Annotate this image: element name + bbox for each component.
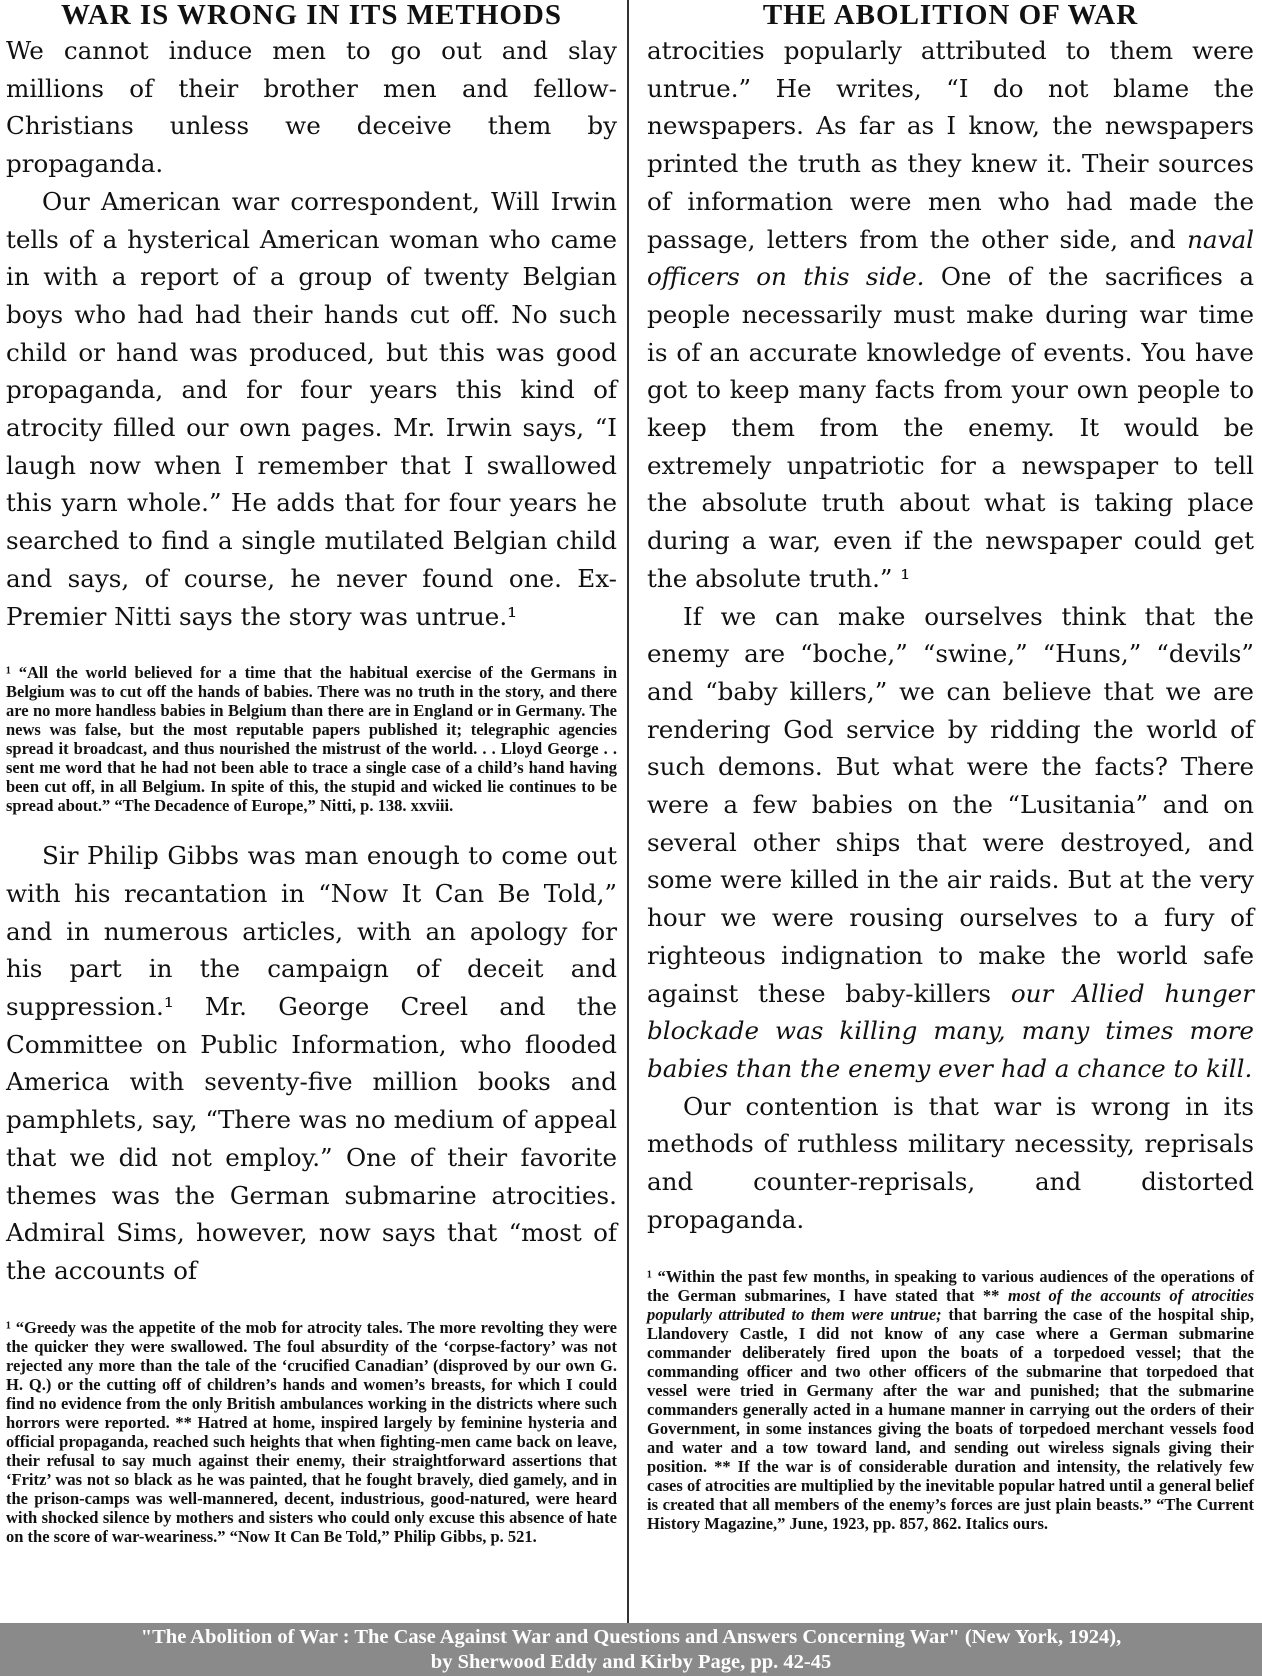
caption-line-2: by Sherwood Eddy and Kirby Page, pp. 42-45 [430, 1651, 832, 1673]
right-paragraph-2-italic: our Allied hunger blockade was killing many, many times more babies than the enemy ever had a chance to kill. [647, 978, 1254, 1083]
right-paragraph-3: Our contention is that war is wrong in its methods of ruthless military necessity, reprisals and counter-reprisals, and distorted propaganda. [647, 1091, 1254, 1234]
right-paragraph-1-part-b: One of the sacrifices a people necessarily must make during war time is of an accurate knowledge of events. You have got to keep many facts from your own people to keep them from the enemy. It would be extremely unpatriotic for a newspaper to tell the absolute truth about what is taking place during a war, even if the newspaper could get the absolute truth.” ¹ [647, 262, 1254, 593]
right-footnote-italic: most of the accounts of atrocities popularly attributed to them were untrue; [647, 1285, 1254, 1324]
right-paragraph-1 [647, 32, 1254, 598]
right-paragraph-1-part-a: atrocities popularly attributed to them were untrue.” He writes, “I do not blame the newspapers. As far as I know, the newspapers printed the truth as they knew it. Their sources of information were men who had made the passage, letters from the other side, and [647, 36, 1254, 254]
left-paragraph-1: We cannot induce men to go out and slay millions of their brother men and fellow-Christians unless we deceive them by propaganda. [6, 36, 617, 179]
right-page-header: THE ABOLITION OF WAR [762, 0, 1139, 31]
right-footnote [647, 1267, 1254, 1533]
right-paragraph-2 [647, 598, 1254, 1088]
right-footnote-part-a: ¹ “Within the past few months, in speaking to various audiences of the operations of the German submarines, I have stated that ** [647, 1266, 1254, 1305]
left-footnote-2: ¹ “Greedy was the appetite of the mob for atrocity tales. The more revolting they were the quicker they were swallowed. The foul absurdity of the ‘corpse-factory’ was not rejected any more than the tale of the ‘crucified Canadian’ (disproved by our own G. H. Q.) or the cutting off of children’s hands and women’s breasts, for which I could find no evidence from the only British ambulances working in the districts where such horrors were reported. ** Hatred at home, inspired largely by feminine hysteria and official propaganda, reached such heights that when fighting-men came back on leave, their refusal to say much against their enemy, their straightforward assertions that ‘Fritz’ was not so black as he was painted, that he fought bravely, died gamely, and in the prison-camps was well-mannered, decent, industrious, good-natured, were heard with shocked silence by mothers and sisters who could only excuse this absence of hate on the score of war-weariness.” “Now It Can Be Told,” Philip Gibbs, p. 521. [6, 1317, 617, 1546]
right-column [631, 0, 1262, 1623]
right-footnote-part-b: that barring the case of the hospital ship, Llandovery Castle, I did not know of any case where a German submarine commander deliberately fired upon the boats of a torpedoed vessel; that the commanding officer and two other officers of the submarine that torpedoed that vessel were tried in Germany after the war and punished; that the submarine commanders generally acted in a humane manner in carrying out the orders of their Government, in some instances giving the boats of torpedoed merchant vessels food and water and a tow toward land, and sending out wireless signals giving their position. ** If the war is of considerable duration and intensity, the relatively few cases of atrocities are multiplied by the inevitable popular hatred until a general belief is created that all members of the enemy’s forces are just plain beasts.” “The Current History Magazine,” June, 1923, pp. 857, 862. Italics ours. [647, 1304, 1254, 1533]
right-paragraph-1-italic: naval officers on this side. [647, 224, 1254, 292]
left-page-header: WAR IS WRONG IN ITS METHODS [60, 0, 563, 31]
left-paragraph-2: Our American war correspondent, Will Irwin tells of a hysterical American woman who came in with a report of a group of twenty Belgian boys who had had their hands cut off. No such child or hand was produced, but this was good propaganda, and for four years this kind of atrocity filled our own pages. Mr. Irwin says, “I laugh now when I remember that I swallowed this yarn whole.” He adds that for four years he searched to find a single mutilated Belgian child and says, of course, he never found one. Ex-Premier Nitti says the story was untrue.¹ [6, 186, 617, 631]
caption-line-1: "The Abolition of War : The Case Against War and Questions and Answers Concerning War" (New York, 1924), [140, 1626, 1122, 1648]
left-footnote-1: ¹ “All the world believed for a time that the habitual exercise of the Germans in Belgium was to cut off the hands of babies. There was no truth in the story, and there are no more handless babies in Belgium than there are in England or in Germany. The news was false, but the most reputable papers published it; telegraphic agencies spread it broadcast, and thus nourished the mistrust of the world. . . Lloyd George . . sent me word that he had not been able to trace a single case of a child’s hand having been cut off, in all Belgium. In spite of this, the stupid and wicked lie continues to be spread about.” “The Decadence of Europe,” Nitti, p. 138. xxviii. [6, 663, 617, 816]
left-paragraph-3: Sir Philip Gibbs was man enough to come out with his recantation in “Now It Can Be Told,” and in numerous articles, with an apology for his part in the campaign of deceit and suppression.¹ Mr. George Creel and the Committee on Public Information, who flooded America with seventy-five million books and pamphlets, say, “There was no medium of appeal that we did not employ.” One of their favorite themes was the German submarine atrocities. Admiral Sims, however, now says that “most of the accounts of [6, 841, 617, 1285]
source-caption-bar [0, 1623, 1262, 1676]
left-column [0, 0, 629, 1623]
right-paragraph-2-part-a: If we can make ourselves think that the enemy are “boche,” “swine,” “Huns,” “devils” and “baby killers,” we can believe that we are rendering God service by ridding the world of such demons. But what were the facts? There were a few babies on the “Lusitania” and on several other ships that were destroyed, and some were killed in the air raids. But at the very hour we were rousing ourselves to a fury of righteous indignation to make the world safe against these baby-killers [647, 601, 1254, 1008]
